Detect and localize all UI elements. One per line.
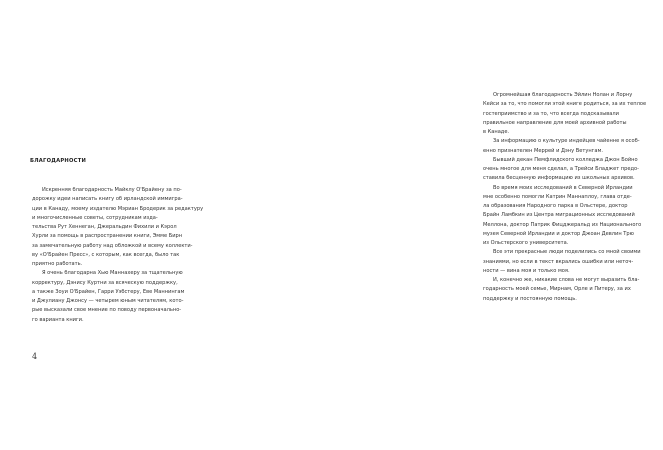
text-line: в Канаде.: [483, 129, 510, 135]
text-line: рые высказали свое мнение по поводу первоначально-: [32, 307, 182, 314]
left-page-text: [32, 186, 214, 325]
right-page: [225, 0, 647, 450]
text-line: а также Зоуи О'Брайен, Гарри Уэбстеру, Еве Маннингам: [32, 288, 185, 295]
text-line: и Джулиану Джонсу — четырем юным читателям, кото-: [32, 298, 184, 304]
text-line: Искренняя благодарность Майклу О'Брайену за по-: [42, 187, 182, 193]
text-line: очень многое для меня сделал, а Трейси Бладжет предо-: [483, 166, 639, 172]
text-line: знаниями, но если в текст вкрались ошибки или неточ-: [483, 258, 634, 265]
text-line: тельства Рут Хеннеган, Джеральдин Фихили и Кэрол: [32, 224, 177, 230]
text-line: за замечательную работу над обложкой и всему коллекти-: [32, 242, 193, 249]
text-line: музея Северной Ирландии и доктор Джоан Девлин Трю: [483, 230, 634, 237]
text-line: поддержку и постоянную помощь.: [483, 295, 577, 302]
text-line: енно признателен Меррей и Дэну Ветунгам.: [483, 147, 603, 154]
text-line: из Ольстерского университета.: [483, 240, 569, 246]
text-line: Хурли за помощь в распространении книги, Эмме Бирн: [32, 233, 183, 240]
text-line: корректуру, Дэнису Куртни за всяческую поддержку,: [32, 279, 178, 286]
text-line: правильное направление для моей архивной работы: [483, 119, 627, 126]
text-line: дорожку идеи написать книгу об ирландской иммигра-: [32, 196, 183, 203]
text-line: ву «О'Брайен Пресс», с которым, как всегда, было так: [32, 251, 180, 258]
text-line: ла образования Народного парка в Ольстере, доктор: [483, 203, 628, 209]
text-line: Огромнейшая благодарность Эйлин Нолан и Лорну: [493, 92, 633, 98]
text-line: ставила бесценную информацию из школьных архивов.: [483, 175, 635, 182]
text-line: Бывший декан Пемфлидского колледжа Джон Бойно: [493, 156, 638, 163]
page-number: 4: [32, 352, 38, 361]
text-line: ции в Канаду, моему издателю Мэриан Бродерик за редактуру: [32, 205, 204, 212]
text-line: Брайн Ламбкин из Центра миграционных исследований: [483, 212, 635, 219]
text-line: Кейси за то, что помогли этой книге родиться, за их теплое: [483, 101, 647, 108]
text-line: Меллона, доктор Патрик Фицджеральд из Национального: [483, 221, 642, 228]
text-line: приятно работать.: [32, 261, 83, 267]
right-page-text: [483, 91, 663, 304]
text-line: и многочисленные советы, сотрудникам изда-: [32, 214, 158, 221]
text-line: мне особенно помогли Катрин Маннаплоу, глава отде-: [483, 193, 632, 200]
text-line: И, конечно же, никакие слова не могут выразить бла-: [493, 277, 640, 283]
text-line: Все эти прекрасные люди поделились со мной своими: [493, 249, 641, 256]
text-line: го варианта книги.: [32, 316, 84, 323]
text-line: ности — вина моя и только моя.: [483, 267, 570, 274]
text-line: Во время моих исследований в Северной Ирландии: [493, 184, 633, 191]
text-line: Я очень благодарна Хью Маннахеру за тщательную: [42, 270, 183, 277]
text-line: За информацию о культуре индейцев чайенне я особ-: [493, 138, 640, 145]
text-line: годарность моей семье, Мирнам, Орле и Питеру, за их: [483, 286, 631, 293]
left-page: [0, 0, 225, 450]
section-heading: БЛАГОДАРНОСТИ: [30, 158, 87, 164]
text-line: гостеприимство и за то, что всегда подсказывали: [483, 110, 619, 117]
